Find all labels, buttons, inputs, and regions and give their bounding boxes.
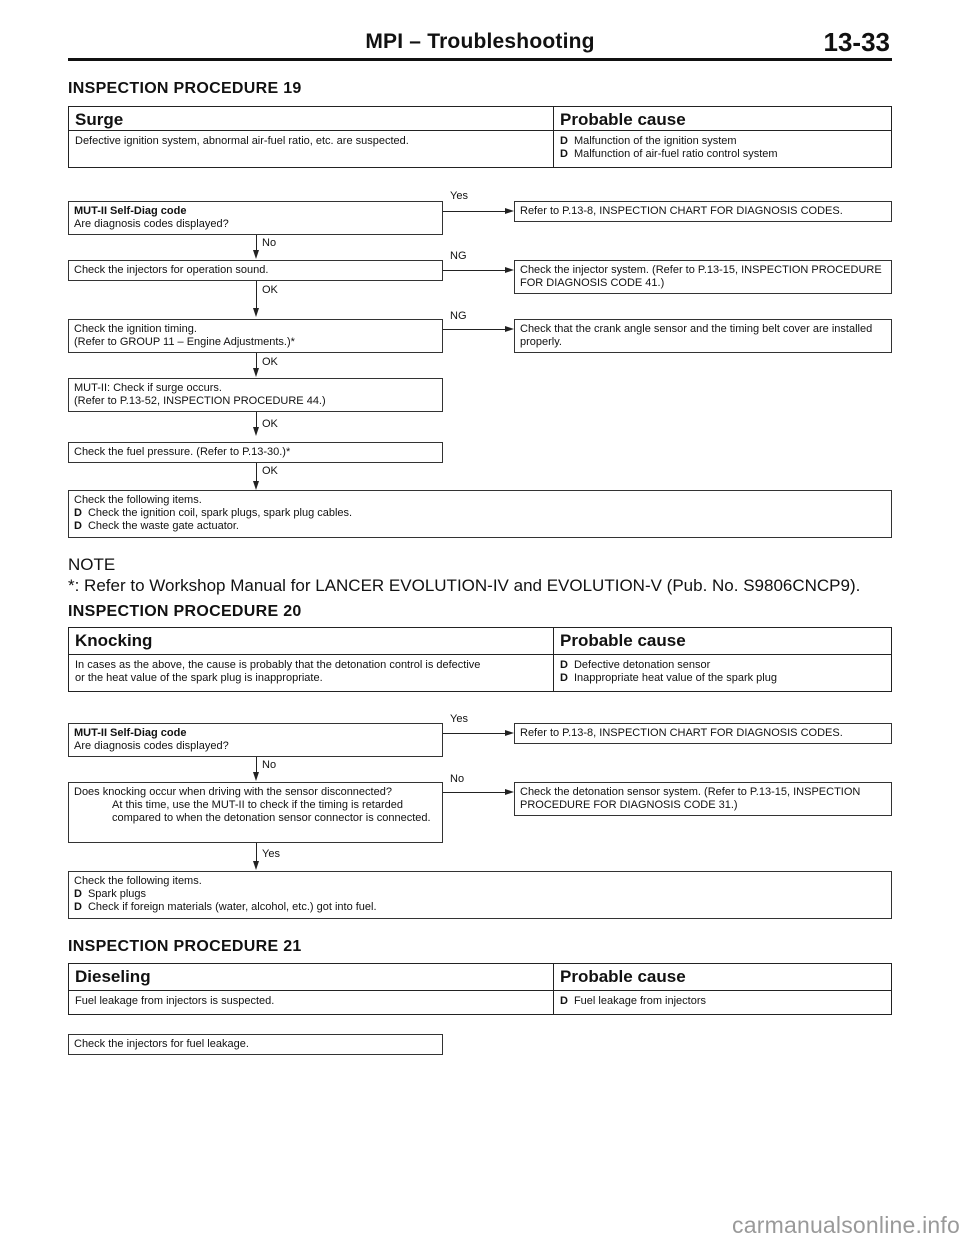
ng-label: NG: [450, 250, 467, 262]
cause-list: [554, 655, 891, 691]
connector: [443, 792, 505, 793]
no-label: No: [262, 759, 277, 771]
arrow-right-icon: [505, 789, 514, 795]
cause-header: Probable cause: [554, 964, 891, 991]
symptom-header: Dieseling: [69, 964, 554, 991]
connector: [256, 463, 257, 483]
symptom-description: Defective ignition system, abnormal air-fuel ratio, etc. are suspected.: [69, 131, 554, 167]
connector: [256, 843, 257, 863]
step-knock-check: [68, 782, 443, 843]
step-self-diag: [68, 201, 443, 235]
section-title-19: INSPECTION PROCEDURE 19: [68, 80, 302, 97]
connector: [443, 270, 505, 271]
desc-line: or the heat value of the spark plug is inappropriate.: [75, 672, 323, 684]
symptom-header: Surge: [69, 107, 554, 131]
note-text: *: Refer to Workshop Manual for LANCER EVOLUTION-IV and EVOLUTION-V (Pub. No. S9806CNCP9).: [68, 576, 861, 595]
arrow-down-icon: [253, 861, 259, 870]
symptom-table-20: [68, 627, 892, 692]
arrow-down-icon: [253, 250, 259, 259]
final-title: Check the following items.: [74, 494, 202, 506]
step-line: Check the ignition timing.: [74, 323, 197, 335]
final-check-box: [68, 490, 892, 538]
step-line: At this time, use the MUT-II to check if the timing is retarded compared to when the detonation sensor connector is connected.: [112, 799, 431, 824]
section-title-20: INSPECTION PROCEDURE 20: [68, 603, 302, 620]
final-title: Check the following items.: [74, 875, 202, 887]
final-item: D Spark plugs: [74, 888, 886, 901]
step-question: Are diagnosis codes displayed?: [74, 218, 229, 230]
section-title-21: INSPECTION PROCEDURE 21: [68, 938, 302, 955]
step-line: Does knocking occur when driving with the sensor disconnected?: [74, 786, 392, 798]
cause-item: D Malfunction of the ignition system: [560, 135, 885, 148]
arrow-down-icon: [253, 427, 259, 436]
cause-header: Probable cause: [554, 107, 891, 131]
ok-label: OK: [262, 356, 278, 368]
action-box: Check that the crank angle sensor and the timing belt cover are installed properly.: [514, 319, 892, 353]
yes-label: Yes: [262, 848, 280, 860]
arrow-right-icon: [505, 730, 514, 736]
final-item: D Check the ignition coil, spark plugs, spark plug cables.: [74, 507, 886, 520]
symptom-table-21: [68, 963, 892, 1015]
cause-item: D Malfunction of air-fuel ratio control system: [560, 148, 885, 161]
cause-list: [554, 131, 891, 167]
action-box: Check the injector system. (Refer to P.13-15, INSPECTION PROCEDURE FOR DIAGNOSIS CODE 41.): [514, 260, 892, 294]
arrow-down-icon: [253, 772, 259, 781]
final-item: D Check the waste gate actuator.: [74, 520, 886, 533]
no-label: No: [262, 237, 277, 249]
step-self-diag: [68, 723, 443, 757]
header-rule: [68, 58, 892, 61]
note-title: NOTE: [68, 555, 116, 574]
cause-item: D Inappropriate heat value of the spark plug: [560, 672, 885, 685]
step-title: MUT-II Self-Diag code: [74, 205, 187, 217]
step-question: Are diagnosis codes displayed?: [74, 740, 229, 752]
symptom-description: Fuel leakage from injectors is suspected.: [69, 991, 554, 1014]
cause-list: [554, 991, 891, 1014]
ok-label: OK: [262, 284, 278, 296]
step-surge-check: [68, 378, 443, 412]
symptom-table-19: [68, 106, 892, 168]
connector: [256, 281, 257, 310]
arrow-down-icon: [253, 308, 259, 317]
cause-item: D Fuel leakage from injectors: [560, 995, 885, 1008]
step-fuel-pressure: Check the fuel pressure. (Refer to P.13-30.)*: [68, 442, 443, 463]
cause-header: Probable cause: [554, 628, 891, 655]
yes-label: Yes: [450, 190, 468, 202]
yes-label: Yes: [450, 713, 468, 725]
action-box: Check the detonation sensor system. (Refer to P.13-15, INSPECTION PROCEDURE FOR DIAGNOSIS CODE 31.): [514, 782, 892, 816]
step-ignition-timing: [68, 319, 443, 353]
arrow-right-icon: [505, 326, 514, 332]
ng-label: NG: [450, 310, 467, 322]
final-check-box: [68, 871, 892, 919]
step-title: MUT-II Self-Diag code: [74, 727, 187, 739]
arrow-down-icon: [253, 481, 259, 490]
connector: [443, 329, 505, 330]
arrow-right-icon: [505, 208, 514, 214]
step-line: (Refer to GROUP 11 – Engine Adjustments.)*: [74, 336, 295, 348]
connector: [443, 733, 505, 734]
action-box: Refer to P.13-8, INSPECTION CHART FOR DIAGNOSIS CODES.: [514, 723, 892, 744]
desc-line: In cases as the above, the cause is probably that the detonation control is defective: [75, 659, 481, 671]
step-line: MUT-II: Check if surge occurs.: [74, 382, 222, 394]
page-title: MPI – Troubleshooting: [365, 30, 595, 53]
step-line: (Refer to P.13-52, INSPECTION PROCEDURE 44.): [74, 395, 326, 407]
connector: [443, 211, 505, 212]
final-item: D Check if foreign materials (water, alcohol, etc.) got into fuel.: [74, 901, 886, 914]
step-fuel-leak: Check the injectors for fuel leakage.: [68, 1034, 443, 1055]
ok-label: OK: [262, 465, 278, 477]
cause-item: D Defective detonation sensor: [560, 659, 885, 672]
symptom-description: [69, 655, 554, 691]
symptom-header: Knocking: [69, 628, 554, 655]
step-injector-sound: Check the injectors for operation sound.: [68, 260, 443, 281]
arrow-down-icon: [253, 368, 259, 377]
page-number: 13-33: [823, 27, 890, 57]
no-label: No: [450, 773, 465, 785]
watermark: carmanualsonline.info: [732, 1212, 960, 1238]
arrow-right-icon: [505, 267, 514, 273]
action-box: Refer to P.13-8, INSPECTION CHART FOR DIAGNOSIS CODES.: [514, 201, 892, 222]
ok-label: OK: [262, 418, 278, 430]
